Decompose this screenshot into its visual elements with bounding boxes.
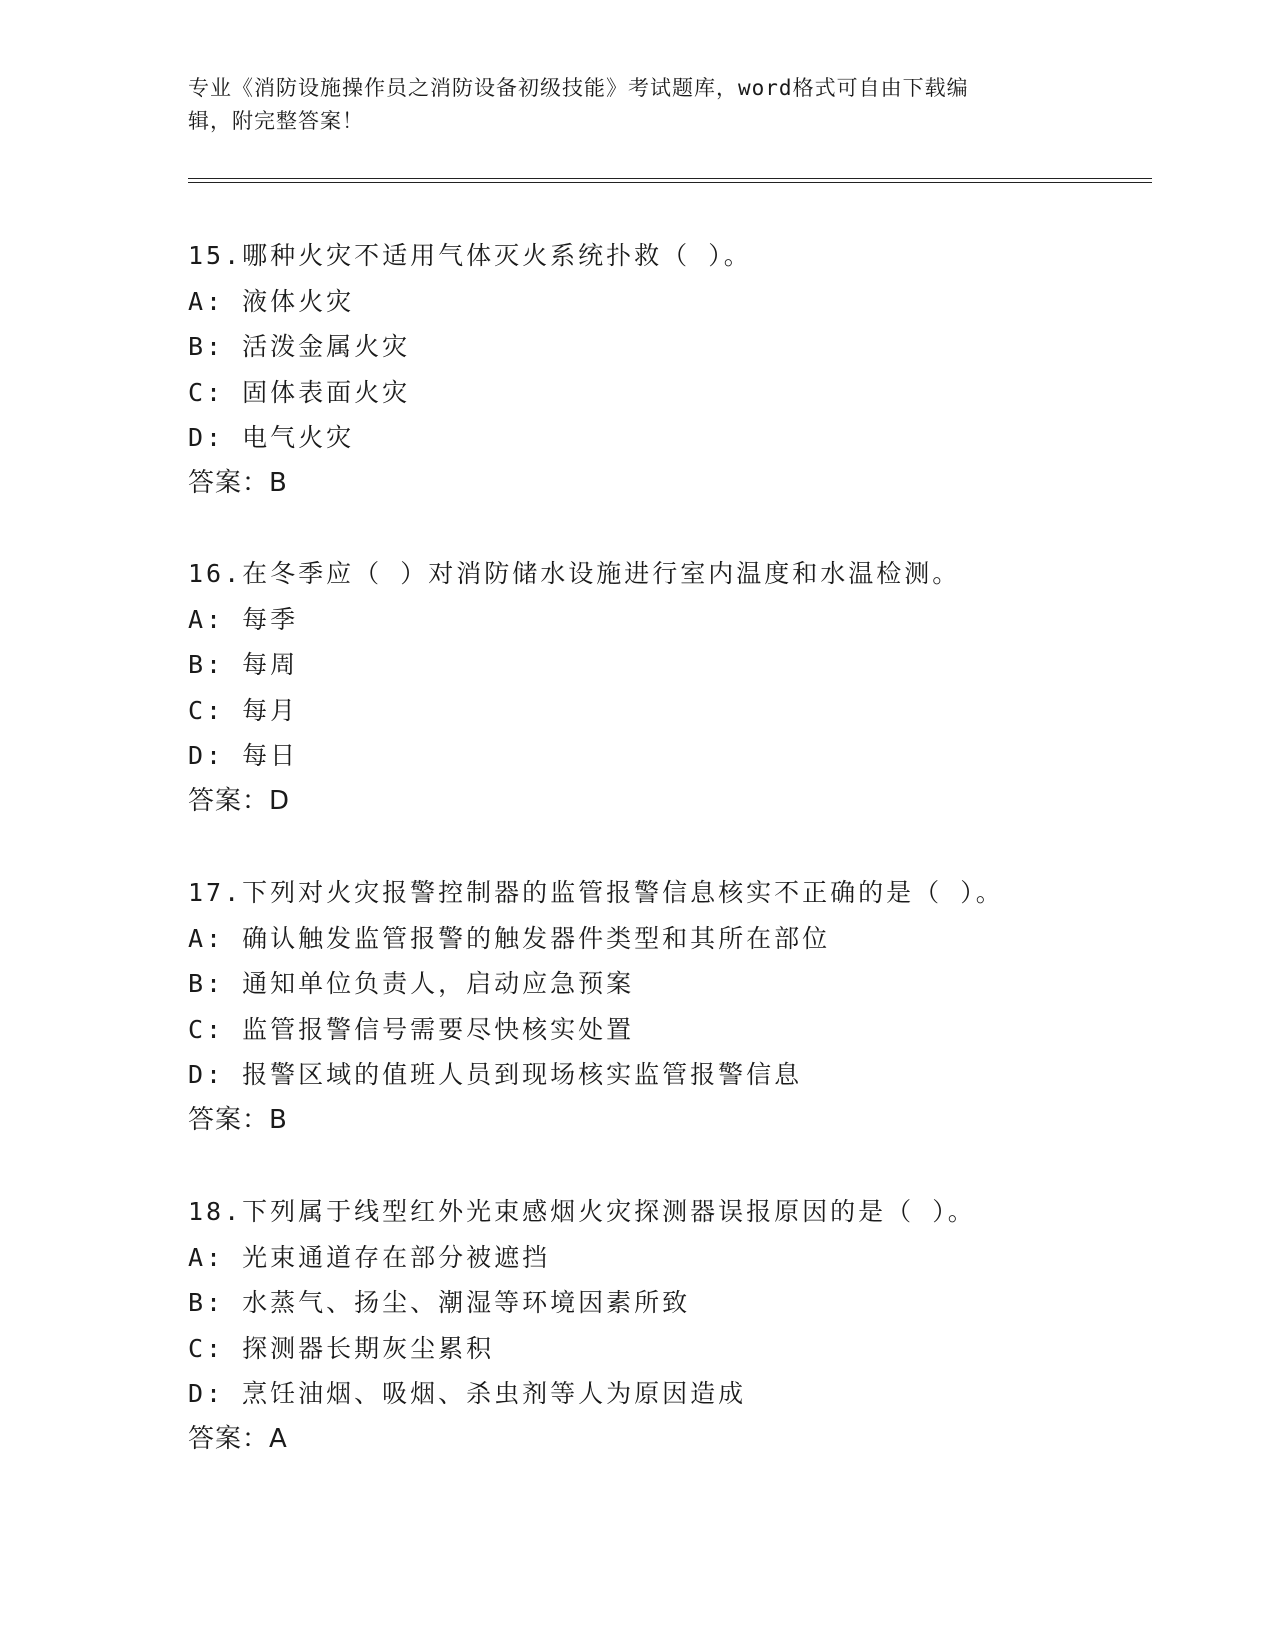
question-stem: 15.哪种火灾不适用气体灭火系统扑救（ ）。: [188, 241, 752, 270]
question-stem: 17.下列对火灾报警控制器的监管报警信息核实不正确的是（ ）。: [188, 878, 1004, 907]
option-b: B: 每周: [188, 650, 299, 679]
question-18: [188, 1189, 1148, 1462]
option-d: D: 电气火灾: [188, 423, 355, 452]
option-b: B: 通知单位负责人，启动应急预案: [188, 969, 635, 998]
question-16: [188, 551, 1148, 824]
option-b: B: 活泼金属火灾: [188, 332, 411, 361]
header-line-1: 专业《消防设施操作员之消防设备初级技能》考试题库，word格式可自由下载编: [188, 76, 969, 100]
document-header: [188, 72, 1068, 138]
option-c: C: 每月: [188, 695, 299, 725]
option-d: D: 报警区域的值班人员到现场核实监管报警信息: [188, 1060, 803, 1089]
option-a: A: 光束通道存在部分被遮挡: [188, 1242, 551, 1272]
option-c: C: 探测器长期灰尘累积: [188, 1333, 495, 1363]
option-a: A: 确认触发监管报警的触发器件类型和其所在部位: [188, 923, 831, 953]
question-15: [188, 233, 1148, 506]
question-17: [188, 870, 1148, 1143]
header-divider-bottom: [188, 182, 1152, 183]
answer-line: 答案：B: [188, 467, 288, 498]
header-line-2: 辑，附完整答案！: [188, 109, 364, 133]
option-d: D: 烹饪油烟、吸烟、杀虫剂等人为原因造成: [188, 1379, 747, 1408]
option-c: C: 监管报警信号需要尽快核实处置: [188, 1014, 635, 1044]
option-c: C: 固体表面火灾: [188, 377, 411, 407]
question-stem: 18.下列属于线型红外光束感烟火灾探测器误报原因的是（ ）。: [188, 1197, 976, 1226]
option-a: A: 液体火灾: [188, 286, 355, 316]
answer-line: 答案：B: [188, 1104, 288, 1135]
option-a: A: 每季: [188, 604, 299, 634]
answer-line: 答案：A: [188, 1423, 288, 1454]
question-stem: 16.在冬季应（ ）对消防储水设施进行室内温度和水温检测。: [188, 559, 961, 588]
option-d: D: 每日: [188, 741, 299, 770]
option-b: B: 水蒸气、扬尘、潮湿等环境因素所致: [188, 1288, 691, 1317]
answer-line: 答案：D: [188, 785, 291, 816]
header-divider-top: [188, 178, 1152, 179]
